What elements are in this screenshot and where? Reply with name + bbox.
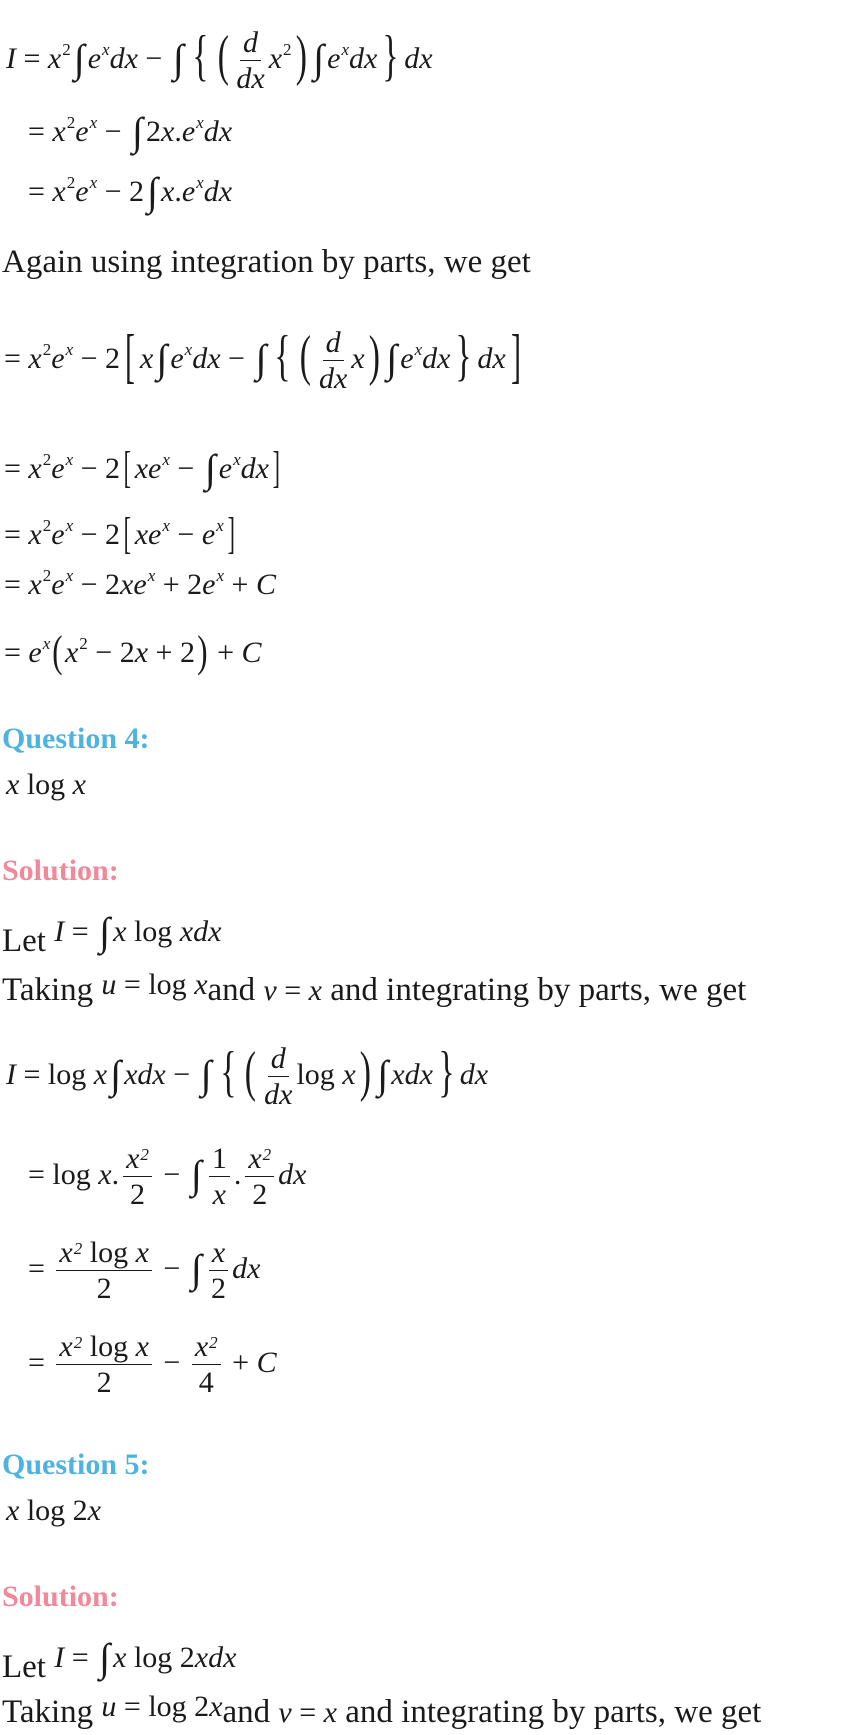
q5-let-line (2, 1635, 237, 1686)
q4-step-1: I = log x∫ xdx − ∫ { ( $\frac{d}{dx}$ log x) ∫ xdx} dx (6, 1041, 489, 1112)
equation-step-6: = $x^2e^x - 2$[ $xe^x - e^x$] (4, 509, 235, 558)
integral-icon: ∫ (73, 36, 85, 81)
q4-step-3: = $\frac{x^2 \log x}{2}$ − ∫ $\frac{x}{2}$ dx (28, 1236, 261, 1305)
question-4-expression: x log x (6, 768, 86, 801)
q5-taking-line: Taking u = log 2xand v = x and integrating by parts, we get (2, 1690, 762, 1730)
q4-let-expr: I = ∫ x log xdx (54, 909, 222, 954)
question-4-solution-heading: Solution: (2, 854, 119, 887)
taking-label: Taking (2, 1694, 94, 1730)
equation-step-5: = $x^2e^x - 2$[ $xe^x$ − ∫ $e^xdx$] (4, 443, 280, 492)
again-text: Again using integration by parts, we get (2, 244, 531, 280)
q4-taking-tail: and integrating by parts, we get (330, 972, 747, 1008)
taking-label: Taking (2, 972, 94, 1008)
equation-step-1: $I = x^2\int$ $e^xdx$ − ∫ { ( $\frac{d}{dx}$ $x^2$) ∫ $e^xdx$} dx (6, 25, 433, 96)
q5-v-expr: v = x (278, 1696, 337, 1729)
equation-step-8: = $e^x(x^2 - 2x + 2) + C$ (4, 627, 262, 676)
q4-u-expr: u = log x (101, 968, 208, 1001)
q4-v-expr: v = x (263, 974, 322, 1007)
let-label: Let (2, 923, 46, 959)
equation-step-3: = $x^2e^x - 2\int$ $x.e^xdx$ (28, 169, 233, 214)
question-5-heading: Question 5: (2, 1448, 150, 1481)
equation-step-7: = $x^2e^x - 2xe^x + 2e^x + C$ (4, 566, 276, 601)
q5-let-expr: I = ∫ x log 2xdx (54, 1635, 237, 1680)
q5-taking-tail: and integrating by parts, we get (345, 1694, 762, 1730)
q5-u-expr: u = log 2x (101, 1690, 223, 1723)
equation-step-2: = $x^2e^x$ − ∫ $2x.e^xdx$ (28, 109, 233, 154)
q4-let-line (2, 909, 222, 960)
equation-step-4: = $x^2e^x - 2$[ x∫ $e^xdx$ − ∫ { ( $\frac{d}{dx}$ x) ∫ $e^xdx$} dx] (4, 323, 521, 396)
q4-step-4: = $\frac{x^2 \log x}{2}$ − $\frac{x^2}{4}$ + C (28, 1330, 277, 1399)
question-4-heading: Question 4: (2, 722, 150, 755)
question-5-expression: x log 2x (6, 1494, 101, 1527)
let-label: Let (2, 1649, 46, 1685)
question-5-solution-heading: Solution: (2, 1580, 119, 1613)
q4-step-2: = log x. $\frac{x^2}{2}$ − ∫ $\frac{1}{x}$ . $\frac{x^2}{2}$ dx (28, 1142, 307, 1211)
q4-taking-line: Taking u = log xand v = x and integrating by parts, we get (2, 968, 747, 1008)
